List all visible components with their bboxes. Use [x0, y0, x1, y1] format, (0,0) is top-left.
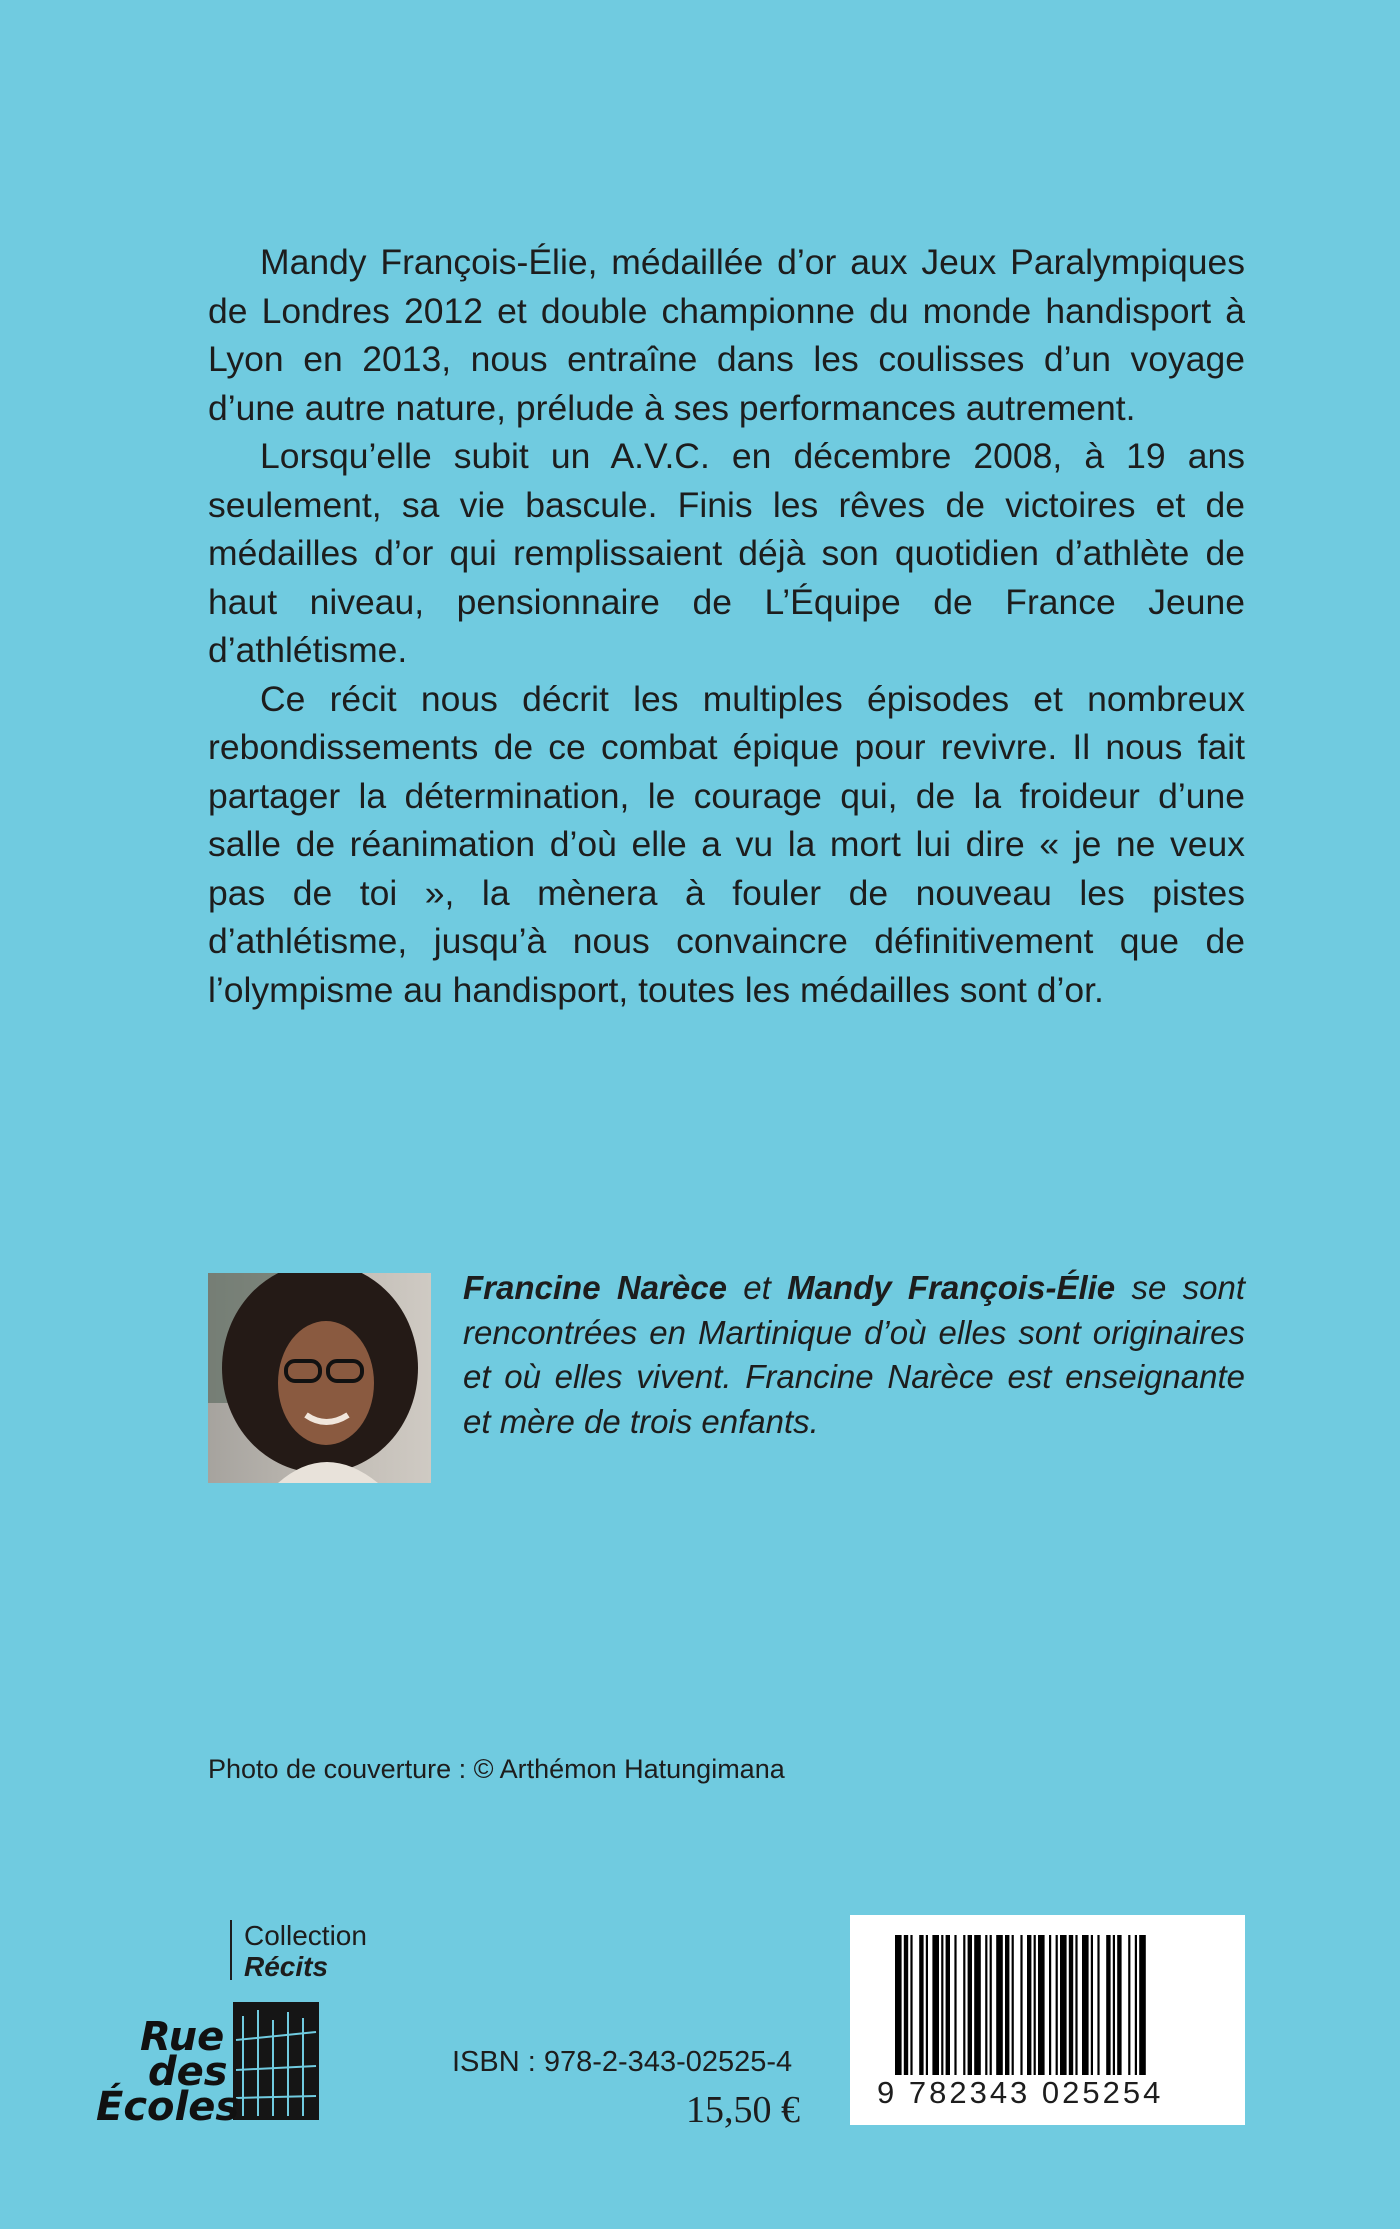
publisher-line-1: Rue: [140, 2014, 225, 2060]
author-bio-text: se sont rencontrées en Martinique d’où elles sont originaires et où elles vivent. Francine Narèce est enseignante et mère de trois enfants.: [463, 1269, 1245, 1440]
price: 15,50 €: [686, 2089, 800, 2131]
barcode-digits: 9 782343 025254: [877, 2075, 1164, 2110]
author-joiner: et: [726, 1269, 788, 1306]
publisher-line-3: Écoles: [96, 2084, 240, 2130]
collection-word: Collection: [244, 1920, 367, 1951]
blurb-paragraph: Ce récit nous décrit les multiples épisodes et nombreux rebondissements de ce combat épique pour revivre. Il nous fait partager la détermination, le courage qui, de la froideur d’une salle de réanimation d’où elle a vu la mort lui dire « je ne veux pas de toi », la mènera à fouler de nouveau les pistes d’athlétisme, jusqu’à nous convaincre définitivement que de l’olympisme au handisport, toutes les médailles sont d’or.: [208, 678, 1245, 1010]
blurb-paragraph: Lorsqu’elle subit un A.V.C. en décembre 2008, à 19 ans seulement, sa vie bascule. Finis les rêves de victoires et de médailles d’or qui remplissaient déjà son quotidien d’athlète de haut niveau, pensionnaire de L’Équipe de France Jeune d’athlétisme.: [208, 436, 1245, 670]
author-bio: [463, 1266, 1245, 1444]
photo-credit: Photo de couverture : © Arthémon Hatungimana: [208, 1754, 785, 1784]
publisher-logo: [92, 1920, 392, 2135]
author-name-1: Francine Narèce: [463, 1269, 727, 1306]
author-name-2: Mandy François-Élie: [787, 1269, 1116, 1306]
author-photo: [208, 1273, 431, 1483]
isbn: ISBN : 978-2-343-02525-4: [452, 2046, 793, 2078]
barcode: [850, 1915, 1245, 2125]
publisher-line-2: des: [148, 2049, 228, 2095]
blurb-paragraph: Mandy François-Élie, médaillée d’or aux Jeux Paralympiques de Londres 2012 et double championne du monde handisport à Lyon en 2013, nous entraîne dans les coulisses d’un voyage d’une autre nature, prélude à ses performances autrement.: [208, 242, 1245, 428]
collection-name: Récits: [244, 1951, 329, 1982]
back-cover-blurb: [208, 238, 1245, 1014]
